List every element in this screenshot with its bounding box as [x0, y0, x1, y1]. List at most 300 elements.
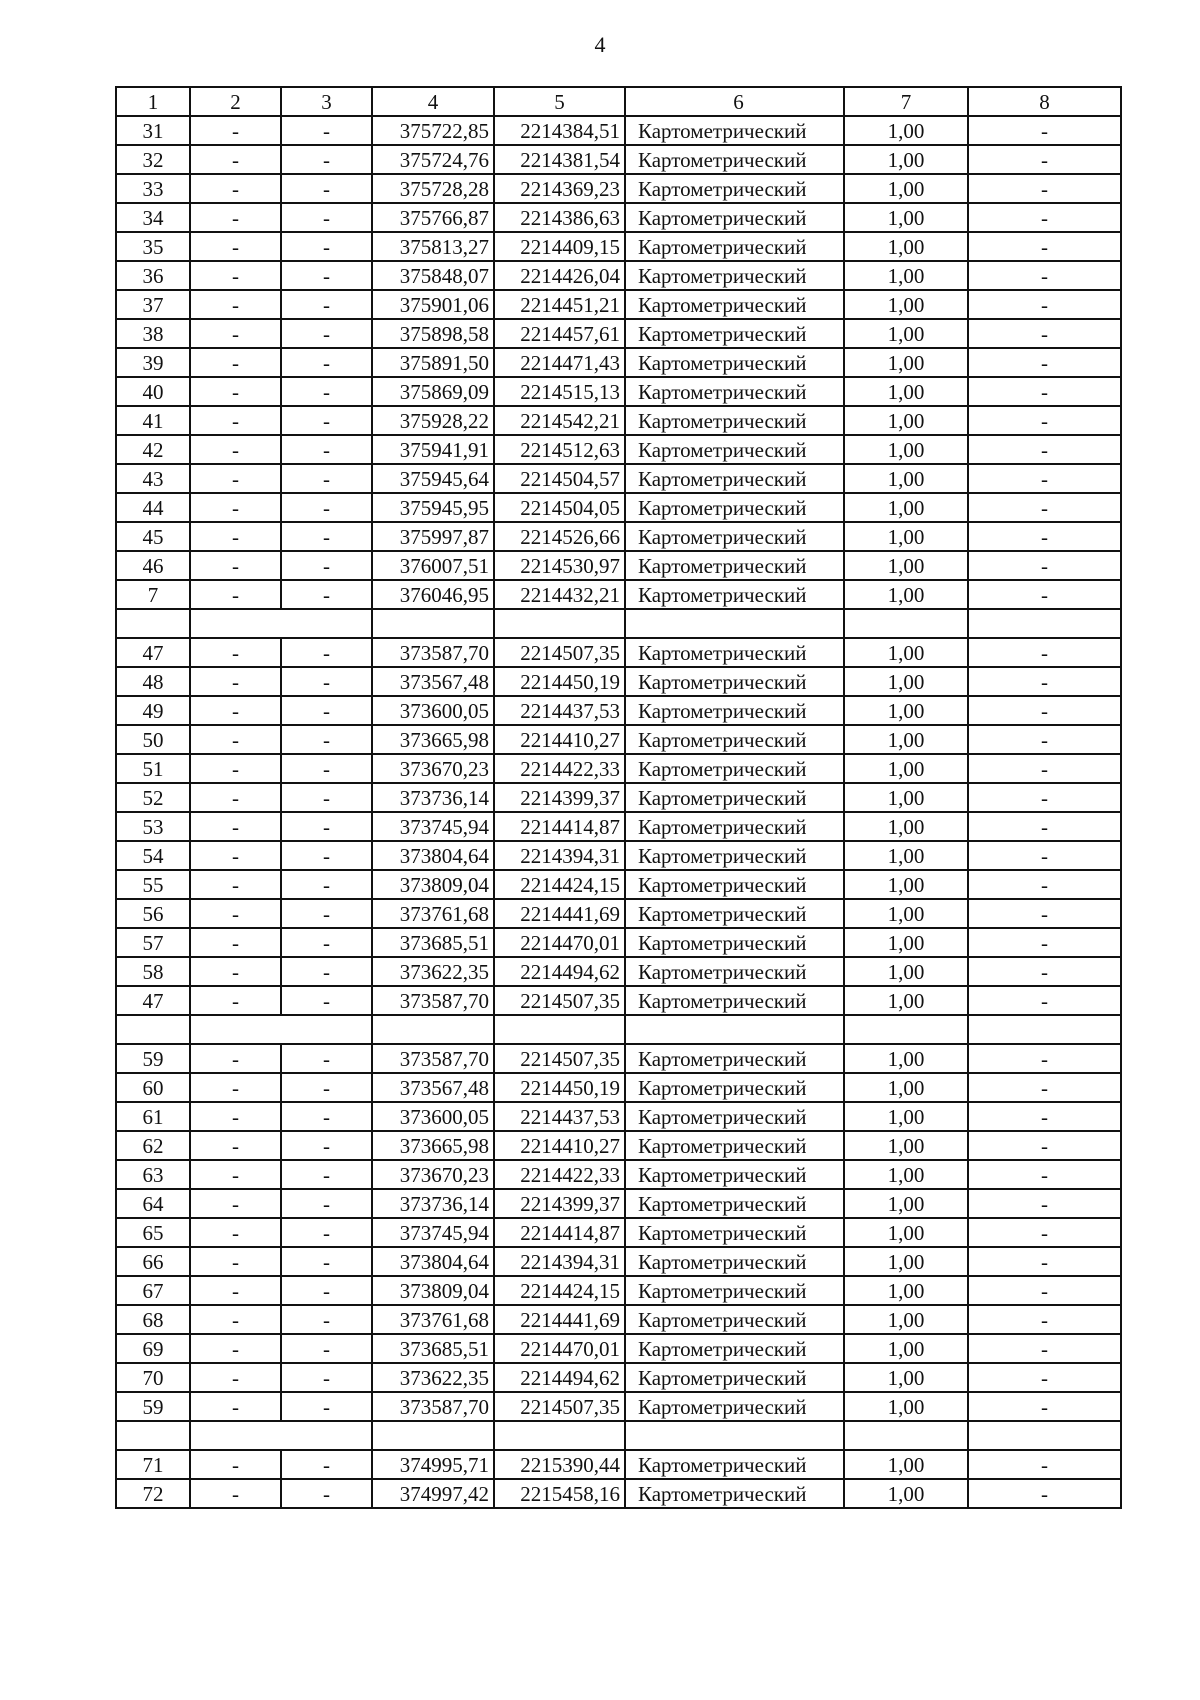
point-number-cell: 66	[116, 1247, 190, 1276]
col-8-cell: -	[968, 1247, 1121, 1276]
table-row	[116, 870, 1121, 899]
col-3-cell: -	[281, 1334, 372, 1363]
x-coordinate-cell: 373761,68	[372, 899, 494, 928]
accuracy-cell: 1,00	[844, 899, 968, 928]
point-number-cell: 56	[116, 899, 190, 928]
col-3-cell: -	[281, 116, 372, 145]
method-cell: Картометрический	[625, 957, 844, 986]
method-cell: Картометрический	[625, 145, 844, 174]
method-cell: Картометрический	[625, 435, 844, 464]
point-number-cell: 45	[116, 522, 190, 551]
col-8-cell: -	[968, 1276, 1121, 1305]
col-2-cell: -	[190, 1479, 281, 1508]
accuracy-cell: 1,00	[844, 1305, 968, 1334]
x-coordinate-cell: 375848,07	[372, 261, 494, 290]
y-coordinate-cell: 2214507,35	[494, 638, 625, 667]
point-number-cell: 57	[116, 928, 190, 957]
accuracy-cell: 1,00	[844, 667, 968, 696]
col-8-cell: -	[968, 899, 1121, 928]
col-2-cell: -	[190, 899, 281, 928]
x-coordinate-cell: 376046,95	[372, 580, 494, 609]
point-number-cell: 50	[116, 725, 190, 754]
y-coordinate-cell: 2215458,16	[494, 1479, 625, 1508]
x-coordinate-cell: 375722,85	[372, 116, 494, 145]
y-coordinate-cell: 2214526,66	[494, 522, 625, 551]
col-8-cell: -	[968, 986, 1121, 1015]
table-row	[116, 174, 1121, 203]
method-cell: Картометрический	[625, 1305, 844, 1334]
point-number-cell: 72	[116, 1479, 190, 1508]
x-coordinate-cell: 373567,48	[372, 667, 494, 696]
col-2-cell: -	[190, 1073, 281, 1102]
x-coordinate-cell: 373587,70	[372, 1044, 494, 1073]
table-row	[116, 406, 1121, 435]
table-row	[116, 1305, 1121, 1334]
col-2-cell: -	[190, 203, 281, 232]
x-coordinate-cell: 375898,58	[372, 319, 494, 348]
col-3-cell: -	[281, 232, 372, 261]
table-row	[116, 725, 1121, 754]
y-coordinate-cell: 2214471,43	[494, 348, 625, 377]
accuracy-cell: 1,00	[844, 1392, 968, 1421]
y-coordinate-cell: 2214507,35	[494, 1392, 625, 1421]
x-coordinate-cell: 373745,94	[372, 1218, 494, 1247]
y-coordinate-cell: 2214530,97	[494, 551, 625, 580]
x-coordinate-cell: 375941,91	[372, 435, 494, 464]
x-coordinate-cell: 375928,22	[372, 406, 494, 435]
empty-cell	[494, 1421, 625, 1450]
method-cell: Картометрический	[625, 261, 844, 290]
point-number-cell: 68	[116, 1305, 190, 1334]
col-3-cell: -	[281, 1044, 372, 1073]
col-8-cell: -	[968, 1392, 1121, 1421]
col-3-cell: -	[281, 841, 372, 870]
point-number-cell: 44	[116, 493, 190, 522]
y-coordinate-cell: 2214437,53	[494, 1102, 625, 1131]
x-coordinate-cell: 373745,94	[372, 812, 494, 841]
table-row	[116, 464, 1121, 493]
empty-cell	[116, 1421, 190, 1450]
empty-cell	[190, 1421, 372, 1450]
col-3-cell: -	[281, 783, 372, 812]
empty-cell	[968, 609, 1121, 638]
point-number-cell: 71	[116, 1450, 190, 1479]
header-cell: 6	[625, 87, 844, 116]
col-3-cell: -	[281, 986, 372, 1015]
empty-cell	[625, 1421, 844, 1450]
col-3-cell: -	[281, 754, 372, 783]
empty-cell	[190, 609, 372, 638]
table-row	[116, 1363, 1121, 1392]
empty-cell	[968, 1015, 1121, 1044]
col-8-cell: -	[968, 116, 1121, 145]
table-row	[116, 522, 1121, 551]
col-3-cell: -	[281, 1479, 372, 1508]
table-row	[116, 116, 1121, 145]
col-3-cell: -	[281, 870, 372, 899]
col-8-cell: -	[968, 406, 1121, 435]
col-8-cell: -	[968, 1160, 1121, 1189]
y-coordinate-cell: 2214450,19	[494, 1073, 625, 1102]
col-2-cell: -	[190, 348, 281, 377]
method-cell: Картометрический	[625, 1131, 844, 1160]
y-coordinate-cell: 2214410,27	[494, 725, 625, 754]
accuracy-cell: 1,00	[844, 1160, 968, 1189]
accuracy-cell: 1,00	[844, 203, 968, 232]
col-8-cell: -	[968, 493, 1121, 522]
accuracy-cell: 1,00	[844, 986, 968, 1015]
point-number-cell: 51	[116, 754, 190, 783]
accuracy-cell: 1,00	[844, 928, 968, 957]
col-2-cell: -	[190, 1218, 281, 1247]
point-number-cell: 67	[116, 1276, 190, 1305]
col-2-cell: -	[190, 783, 281, 812]
accuracy-cell: 1,00	[844, 464, 968, 493]
y-coordinate-cell: 2214381,54	[494, 145, 625, 174]
accuracy-cell: 1,00	[844, 1479, 968, 1508]
point-number-cell: 40	[116, 377, 190, 406]
x-coordinate-cell: 373736,14	[372, 1189, 494, 1218]
x-coordinate-cell: 373809,04	[372, 1276, 494, 1305]
header-cell: 8	[968, 87, 1121, 116]
y-coordinate-cell: 2214414,87	[494, 812, 625, 841]
col-8-cell: -	[968, 1334, 1121, 1363]
col-8-cell: -	[968, 145, 1121, 174]
table-row	[116, 667, 1121, 696]
y-coordinate-cell: 2214507,35	[494, 986, 625, 1015]
empty-cell	[494, 1015, 625, 1044]
col-8-cell: -	[968, 290, 1121, 319]
y-coordinate-cell: 2214369,23	[494, 174, 625, 203]
y-coordinate-cell: 2214384,51	[494, 116, 625, 145]
table-header-row	[116, 87, 1121, 116]
x-coordinate-cell: 375945,95	[372, 493, 494, 522]
method-cell: Картометрический	[625, 841, 844, 870]
coordinates-table	[115, 86, 1122, 1509]
col-3-cell: -	[281, 812, 372, 841]
col-3-cell: -	[281, 493, 372, 522]
point-number-cell: 35	[116, 232, 190, 261]
y-coordinate-cell: 2214424,15	[494, 870, 625, 899]
x-coordinate-cell: 373587,70	[372, 1392, 494, 1421]
col-2-cell: -	[190, 174, 281, 203]
col-2-cell: -	[190, 145, 281, 174]
method-cell: Картометрический	[625, 986, 844, 1015]
col-8-cell: -	[968, 261, 1121, 290]
col-8-cell: -	[968, 1218, 1121, 1247]
empty-cell	[372, 609, 494, 638]
y-coordinate-cell: 2214457,61	[494, 319, 625, 348]
col-8-cell: -	[968, 1305, 1121, 1334]
accuracy-cell: 1,00	[844, 290, 968, 319]
accuracy-cell: 1,00	[844, 1073, 968, 1102]
y-coordinate-cell: 2214399,37	[494, 1189, 625, 1218]
x-coordinate-cell: 375766,87	[372, 203, 494, 232]
y-coordinate-cell: 2214512,63	[494, 435, 625, 464]
x-coordinate-cell: 375813,27	[372, 232, 494, 261]
col-2-cell: -	[190, 1131, 281, 1160]
x-coordinate-cell: 375901,06	[372, 290, 494, 319]
y-coordinate-cell: 2214432,21	[494, 580, 625, 609]
col-3-cell: -	[281, 203, 372, 232]
method-cell: Картометрический	[625, 1276, 844, 1305]
header-cell: 4	[372, 87, 494, 116]
method-cell: Картометрический	[625, 232, 844, 261]
x-coordinate-cell: 375891,50	[372, 348, 494, 377]
method-cell: Картометрический	[625, 1160, 844, 1189]
col-8-cell: -	[968, 203, 1121, 232]
point-number-cell: 69	[116, 1334, 190, 1363]
table-row	[116, 638, 1121, 667]
col-2-cell: -	[190, 580, 281, 609]
method-cell: Картометрический	[625, 638, 844, 667]
y-coordinate-cell: 2214437,53	[494, 696, 625, 725]
table-row	[116, 1276, 1121, 1305]
method-cell: Картометрический	[625, 580, 844, 609]
col-3-cell: -	[281, 145, 372, 174]
y-coordinate-cell: 2214494,62	[494, 1363, 625, 1392]
table-row	[116, 145, 1121, 174]
point-number-cell: 32	[116, 145, 190, 174]
col-3-cell: -	[281, 522, 372, 551]
col-3-cell: -	[281, 1276, 372, 1305]
x-coordinate-cell: 375869,09	[372, 377, 494, 406]
col-2-cell: -	[190, 319, 281, 348]
empty-cell	[844, 1421, 968, 1450]
point-number-cell: 63	[116, 1160, 190, 1189]
empty-cell	[844, 609, 968, 638]
col-3-cell: -	[281, 261, 372, 290]
method-cell: Картометрический	[625, 319, 844, 348]
y-coordinate-cell: 2214470,01	[494, 928, 625, 957]
x-coordinate-cell: 375997,87	[372, 522, 494, 551]
y-coordinate-cell: 2214386,63	[494, 203, 625, 232]
y-coordinate-cell: 2214451,21	[494, 290, 625, 319]
table-row	[116, 957, 1121, 986]
col-8-cell: -	[968, 377, 1121, 406]
method-cell: Картометрический	[625, 551, 844, 580]
y-coordinate-cell: 2214424,15	[494, 1276, 625, 1305]
method-cell: Картометрический	[625, 203, 844, 232]
table-row	[116, 1450, 1121, 1479]
y-coordinate-cell: 2214450,19	[494, 667, 625, 696]
accuracy-cell: 1,00	[844, 725, 968, 754]
col-2-cell: -	[190, 957, 281, 986]
col-8-cell: -	[968, 435, 1121, 464]
col-8-cell: -	[968, 1131, 1121, 1160]
col-2-cell: -	[190, 754, 281, 783]
col-8-cell: -	[968, 464, 1121, 493]
y-coordinate-cell: 2214515,13	[494, 377, 625, 406]
method-cell: Картометрический	[625, 522, 844, 551]
point-number-cell: 64	[116, 1189, 190, 1218]
col-8-cell: -	[968, 522, 1121, 551]
y-coordinate-cell: 2214422,33	[494, 1160, 625, 1189]
y-coordinate-cell: 2214542,21	[494, 406, 625, 435]
table-row	[116, 696, 1121, 725]
x-coordinate-cell: 373809,04	[372, 870, 494, 899]
col-3-cell: -	[281, 696, 372, 725]
col-2-cell: -	[190, 870, 281, 899]
y-coordinate-cell: 2214504,57	[494, 464, 625, 493]
table-row	[116, 1189, 1121, 1218]
accuracy-cell: 1,00	[844, 812, 968, 841]
col-2-cell: -	[190, 696, 281, 725]
col-2-cell: -	[190, 290, 281, 319]
y-coordinate-cell: 2214504,05	[494, 493, 625, 522]
col-3-cell: -	[281, 1392, 372, 1421]
col-3-cell: -	[281, 725, 372, 754]
accuracy-cell: 1,00	[844, 522, 968, 551]
x-coordinate-cell: 374995,71	[372, 1450, 494, 1479]
col-2-cell: -	[190, 725, 281, 754]
accuracy-cell: 1,00	[844, 638, 968, 667]
col-3-cell: -	[281, 928, 372, 957]
accuracy-cell: 1,00	[844, 1334, 968, 1363]
table-row	[116, 551, 1121, 580]
empty-cell	[844, 1015, 968, 1044]
method-cell: Картометрический	[625, 725, 844, 754]
table-row	[116, 812, 1121, 841]
x-coordinate-cell: 375945,64	[372, 464, 494, 493]
col-2-cell: -	[190, 1305, 281, 1334]
method-cell: Картометрический	[625, 1334, 844, 1363]
empty-cell	[625, 1015, 844, 1044]
col-3-cell: -	[281, 290, 372, 319]
accuracy-cell: 1,00	[844, 580, 968, 609]
table-row	[116, 1073, 1121, 1102]
col-8-cell: -	[968, 725, 1121, 754]
table-row	[116, 580, 1121, 609]
table-row	[116, 1334, 1121, 1363]
col-8-cell: -	[968, 812, 1121, 841]
col-3-cell: -	[281, 957, 372, 986]
method-cell: Картометрический	[625, 754, 844, 783]
separator-row	[116, 1015, 1121, 1044]
accuracy-cell: 1,00	[844, 377, 968, 406]
point-number-cell: 47	[116, 986, 190, 1015]
accuracy-cell: 1,00	[844, 957, 968, 986]
point-number-cell: 31	[116, 116, 190, 145]
y-coordinate-cell: 2215390,44	[494, 1450, 625, 1479]
method-cell: Картометрический	[625, 1479, 844, 1508]
col-8-cell: -	[968, 1189, 1121, 1218]
accuracy-cell: 1,00	[844, 696, 968, 725]
col-2-cell: -	[190, 1363, 281, 1392]
col-3-cell: -	[281, 1305, 372, 1334]
empty-cell	[625, 609, 844, 638]
col-8-cell: -	[968, 580, 1121, 609]
col-8-cell: -	[968, 957, 1121, 986]
y-coordinate-cell: 2214409,15	[494, 232, 625, 261]
table-row	[116, 1392, 1121, 1421]
x-coordinate-cell: 374997,42	[372, 1479, 494, 1508]
accuracy-cell: 1,00	[844, 1131, 968, 1160]
col-2-cell: -	[190, 406, 281, 435]
y-coordinate-cell: 2214441,69	[494, 899, 625, 928]
col-2-cell: -	[190, 1189, 281, 1218]
table-row	[116, 203, 1121, 232]
x-coordinate-cell: 375728,28	[372, 174, 494, 203]
x-coordinate-cell: 375724,76	[372, 145, 494, 174]
point-number-cell: 59	[116, 1044, 190, 1073]
method-cell: Картометрический	[625, 290, 844, 319]
y-coordinate-cell: 2214494,62	[494, 957, 625, 986]
point-number-cell: 7	[116, 580, 190, 609]
col-8-cell: -	[968, 841, 1121, 870]
point-number-cell: 59	[116, 1392, 190, 1421]
accuracy-cell: 1,00	[844, 841, 968, 870]
method-cell: Картометрический	[625, 928, 844, 957]
table-row	[116, 986, 1121, 1015]
col-2-cell: -	[190, 1450, 281, 1479]
accuracy-cell: 1,00	[844, 1450, 968, 1479]
empty-cell	[116, 609, 190, 638]
table-row	[116, 899, 1121, 928]
page-number: 4	[594, 32, 606, 57]
col-8-cell: -	[968, 348, 1121, 377]
col-2-cell: -	[190, 232, 281, 261]
col-2-cell: -	[190, 522, 281, 551]
point-number-cell: 47	[116, 638, 190, 667]
col-8-cell: -	[968, 638, 1121, 667]
table-row	[116, 377, 1121, 406]
method-cell: Картометрический	[625, 174, 844, 203]
col-3-cell: -	[281, 348, 372, 377]
x-coordinate-cell: 373622,35	[372, 1363, 494, 1392]
col-3-cell: -	[281, 1363, 372, 1392]
col-2-cell: -	[190, 1247, 281, 1276]
table-row	[116, 1218, 1121, 1247]
col-3-cell: -	[281, 1131, 372, 1160]
method-cell: Картометрический	[625, 870, 844, 899]
point-number-cell: 38	[116, 319, 190, 348]
accuracy-cell: 1,00	[844, 319, 968, 348]
x-coordinate-cell: 373670,23	[372, 754, 494, 783]
table-row	[116, 1160, 1121, 1189]
method-cell: Картометрический	[625, 1189, 844, 1218]
col-8-cell: -	[968, 232, 1121, 261]
table-row	[116, 1044, 1121, 1073]
y-coordinate-cell: 2214507,35	[494, 1044, 625, 1073]
col-3-cell: -	[281, 1450, 372, 1479]
accuracy-cell: 1,00	[844, 1363, 968, 1392]
point-number-cell: 61	[116, 1102, 190, 1131]
method-cell: Картометрический	[625, 464, 844, 493]
x-coordinate-cell: 373804,64	[372, 1247, 494, 1276]
x-coordinate-cell: 373670,23	[372, 1160, 494, 1189]
method-cell: Картометрический	[625, 1044, 844, 1073]
accuracy-cell: 1,00	[844, 145, 968, 174]
x-coordinate-cell: 373665,98	[372, 725, 494, 754]
header-cell: 3	[281, 87, 372, 116]
col-3-cell: -	[281, 1189, 372, 1218]
empty-cell	[372, 1421, 494, 1450]
col-3-cell: -	[281, 464, 372, 493]
point-number-cell: 43	[116, 464, 190, 493]
x-coordinate-cell: 373600,05	[372, 1102, 494, 1131]
point-number-cell: 46	[116, 551, 190, 580]
accuracy-cell: 1,00	[844, 232, 968, 261]
method-cell: Картометрический	[625, 406, 844, 435]
col-8-cell: -	[968, 174, 1121, 203]
accuracy-cell: 1,00	[844, 1189, 968, 1218]
point-number-cell: 70	[116, 1363, 190, 1392]
x-coordinate-cell: 373587,70	[372, 986, 494, 1015]
table-row	[116, 783, 1121, 812]
empty-cell	[116, 1015, 190, 1044]
col-8-cell: -	[968, 1363, 1121, 1392]
